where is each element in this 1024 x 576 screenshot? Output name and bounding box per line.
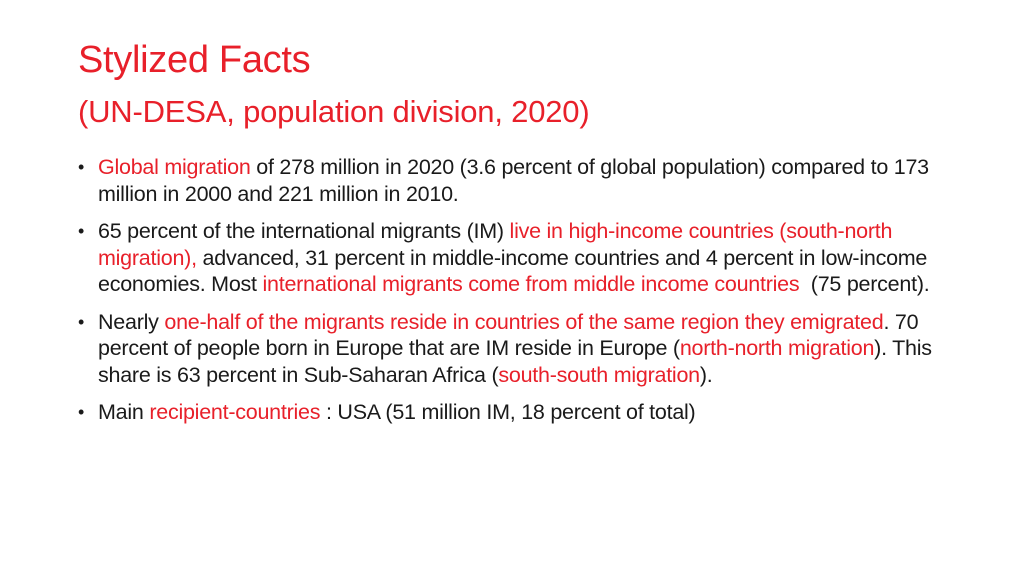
- bullet-dot-icon: •: [78, 402, 85, 422]
- highlight-text: international migrants come from middle income countries: [262, 272, 800, 296]
- bullet-item: [78, 399, 958, 426]
- plain-text: . 70 percent of people born in Europe that are IM reside in Europe (: [98, 309, 919, 360]
- slide-title: [78, 36, 589, 134]
- plain-text: ).: [699, 362, 713, 387]
- highlight-text: south-south migration: [498, 362, 700, 387]
- title-subtitle: (UN-DESA, population division, 2020): [78, 94, 590, 129]
- highlight-text: live in high-income countries (south-north migration),: [98, 219, 893, 270]
- bullet-text: [98, 310, 932, 387]
- plain-text: advanced, 31 percent in middle-income countries and 4 percent in low-income economies. Most: [98, 245, 928, 296]
- bullet-text: [98, 155, 929, 206]
- highlight-text: north-north migration: [679, 336, 875, 360]
- bullet-item: [78, 309, 958, 389]
- bullet-item: [78, 218, 958, 298]
- bullet-dot-icon: •: [78, 311, 85, 332]
- plain-text: Nearly: [98, 309, 165, 334]
- highlight-text: Global migration: [98, 155, 251, 179]
- bullet-text: [98, 400, 695, 424]
- title-main: Stylized Facts: [78, 39, 311, 81]
- plain-text: of 278 million in 2020 (3.6 percent of global population) compared to 173 million in 2000 and 221 million in 2010.: [98, 155, 929, 206]
- highlight-text: recipient-countries: [149, 400, 321, 424]
- plain-text: ). This share is 63 percent in Sub-Saharan Africa (: [98, 336, 932, 387]
- highlight-text: one-half of the migrants reside in countries of the same region they emigrated: [164, 309, 884, 334]
- plain-text: : USA (51 million IM, 18 percent of total): [320, 400, 696, 424]
- bullet-list: [78, 154, 958, 437]
- plain-text: 65 percent of the international migrants (IM): [98, 219, 510, 243]
- plain-text: (75 percent).: [799, 272, 930, 296]
- bullet-dot-icon: •: [78, 221, 85, 241]
- bullet-dot-icon: •: [78, 157, 85, 177]
- plain-text: Main: [98, 400, 150, 424]
- bullet-item: [78, 154, 958, 207]
- bullet-text: [98, 219, 929, 296]
